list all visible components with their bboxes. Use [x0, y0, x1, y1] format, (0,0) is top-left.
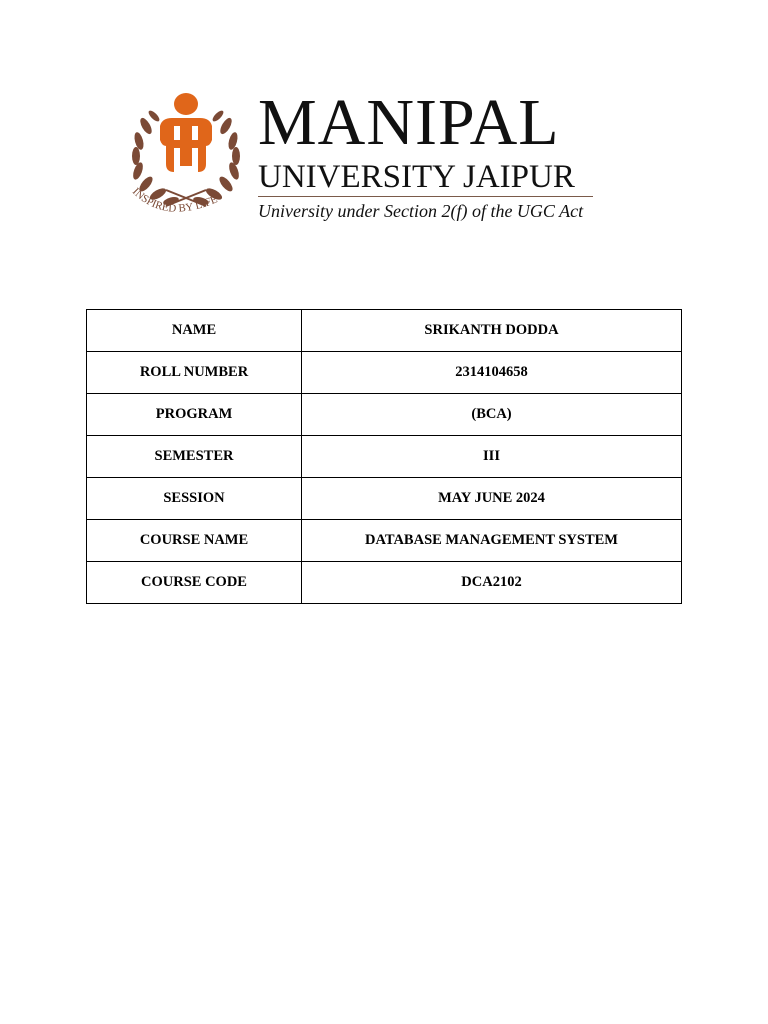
- row-value: DATABASE MANAGEMENT SYSTEM: [302, 520, 682, 562]
- row-value: (BCA): [302, 394, 682, 436]
- row-value: SRIKANTH DODDA: [302, 310, 682, 352]
- row-label: SEMESTER: [87, 436, 302, 478]
- university-name: MANIPAL: [258, 86, 560, 159]
- wordmark: [258, 86, 603, 222]
- table-row: [87, 310, 682, 352]
- table-row: [87, 562, 682, 604]
- row-value: 2314104658: [302, 352, 682, 394]
- university-campus: UNIVERSITY JAIPUR: [258, 160, 593, 197]
- row-value: DCA2102: [302, 562, 682, 604]
- row-label: ROLL NUMBER: [87, 352, 302, 394]
- emblem-graphic: [126, 86, 246, 226]
- row-value: MAY JUNE 2024: [302, 478, 682, 520]
- row-label: SESSION: [87, 478, 302, 520]
- row-label: COURSE CODE: [87, 562, 302, 604]
- table-row: [87, 478, 682, 520]
- row-label: PROGRAM: [87, 394, 302, 436]
- table-row: [87, 520, 682, 562]
- table-row: [87, 436, 682, 478]
- table-row: [87, 352, 682, 394]
- university-logo: [126, 86, 606, 236]
- university-emblem-icon: [126, 86, 246, 226]
- row-label: COURSE NAME: [87, 520, 302, 562]
- student-details-table: [86, 309, 682, 604]
- emblem-motto: INSPIRED BY LIFE: [129, 185, 220, 215]
- table-row: [87, 394, 682, 436]
- row-label: NAME: [87, 310, 302, 352]
- university-tagline: University under Section 2(f) of the UGC Act: [258, 201, 584, 221]
- row-value: III: [302, 436, 682, 478]
